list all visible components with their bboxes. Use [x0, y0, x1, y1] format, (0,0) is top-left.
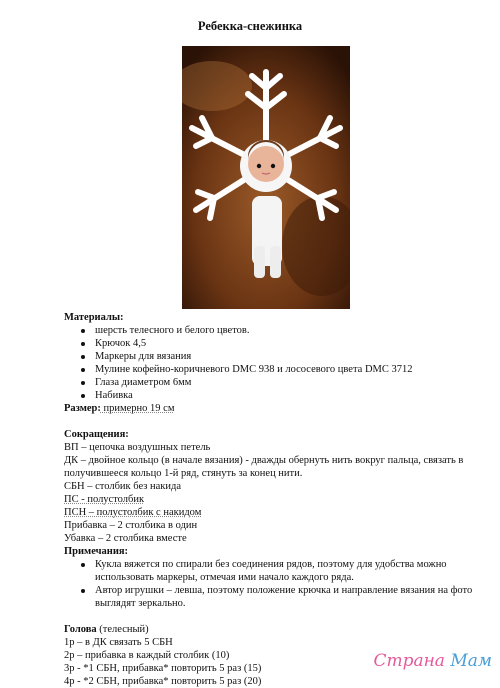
page-title: Ребекка-снежинка: [197, 19, 303, 33]
abbreviation-line: ВП – цепочка воздушных петель: [64, 442, 211, 453]
head-heading: Голова: [64, 624, 97, 635]
abbreviation-line: СБН – столбик без накида: [64, 481, 182, 492]
materials-list: [64, 324, 474, 402]
head-row: 3р - *1 СБН, прибавка* повторить 5 раз (15): [64, 663, 262, 674]
materials-item: Маркеры для вязания: [64, 350, 474, 363]
abbreviation-line: Прибавка – 2 столбика в один: [64, 520, 198, 531]
materials-item: Набивка: [64, 389, 474, 402]
notes-heading: Примечания:: [64, 546, 129, 557]
size-line: [64, 402, 474, 415]
materials-item: шерсть телесного и белого цветов.: [64, 324, 474, 337]
abbreviation-line: получившееся кольцо 1-й ряд, стянуть за конец нити.: [64, 468, 303, 479]
materials-item: Мулине кофейно-коричневого DMC 938 и лососевого цвета DMC 3712: [64, 363, 474, 376]
size-value: примерно 19 см: [100, 403, 175, 414]
materials-item: Крючок 4,5: [64, 337, 474, 350]
head-row: 1р – в ДК связать 5 СБН: [64, 637, 173, 648]
pattern-text: [64, 311, 474, 688]
snowflake-doll-photo: [182, 46, 350, 309]
size-label: Размер:: [64, 403, 101, 414]
head-row: 2р – прибавка в каждый столбик (10): [64, 650, 230, 661]
materials-item: Глаза диаметром 6мм: [64, 376, 474, 389]
head-subheading: (телесный): [96, 624, 149, 635]
abbreviation-line: ПС - полустолбик: [64, 494, 145, 505]
abbreviation-line: ДК – двойное кольцо (в начале вязания) - дважды обернуть нить вокруг пальца, связать в: [64, 455, 464, 466]
snowflake-doll-illustration: [182, 46, 350, 309]
head-row: 4р - *2 СБН, прибавка* повторить 5 раз (20): [64, 676, 262, 687]
notes-item: Автор игрушки – левша, поэтому положение крючка и направление вязания на фото выглядят зеркально.: [64, 584, 474, 610]
abbreviations-heading: Сокращения:: [64, 429, 129, 440]
notes-item: Кукла вяжется по спирали без соединения рядов, поэтому для удобства можно использовать маркеры, отмечая ими начало каждого ряда.: [64, 558, 474, 584]
site-watermark: Страна Мам: [373, 651, 492, 671]
abbreviation-line: ПСН – полустолбик с накидом: [64, 507, 202, 518]
materials-heading: Материалы:: [64, 312, 124, 323]
head-heading-line: [64, 623, 474, 636]
notes-list: [64, 558, 474, 610]
abbreviation-line: Убавка – 2 столбика вместе: [64, 533, 187, 544]
